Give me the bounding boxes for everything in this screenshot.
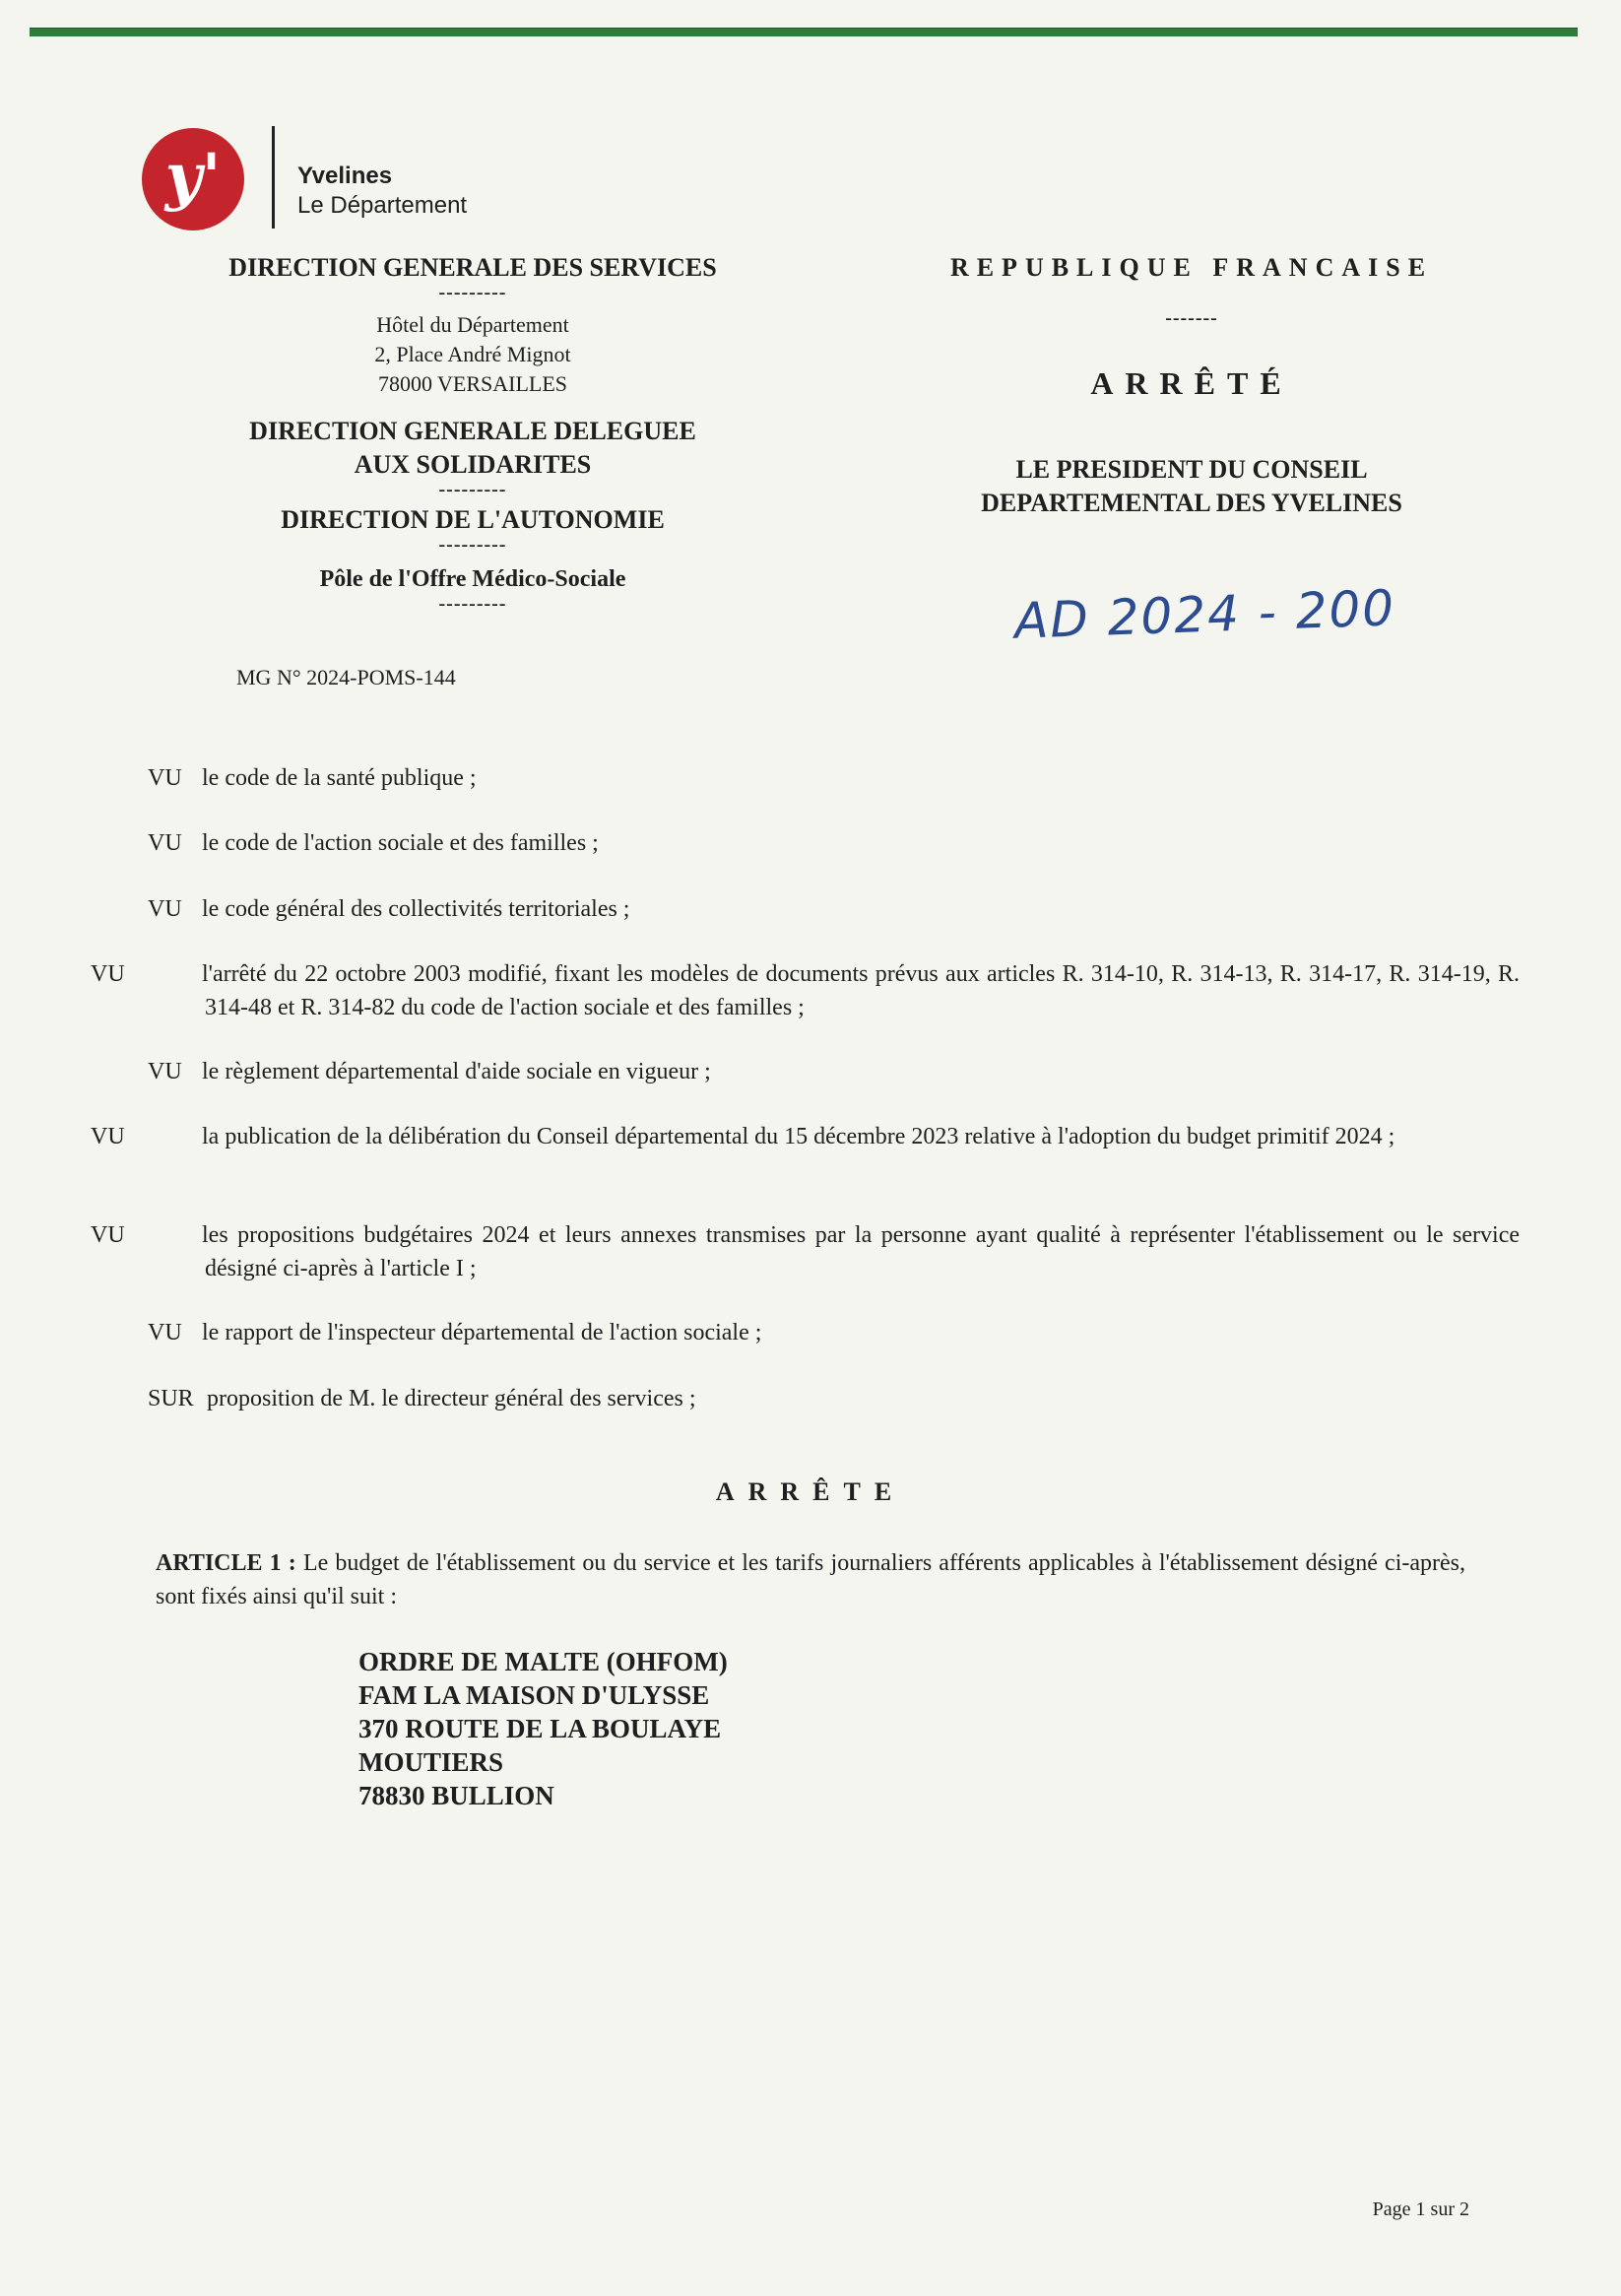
separator: ---------: [438, 282, 507, 303]
establishment-address: [358, 1645, 728, 1812]
consideration-keyword: VU: [148, 896, 182, 922]
consideration-9: [148, 1382, 1462, 1415]
consideration-8: [148, 1316, 1462, 1349]
consideration-keyword: VU: [91, 1222, 125, 1248]
dgd-title-2: AUX SOLIDARITES: [354, 450, 592, 479]
consideration-keyword: VU: [148, 765, 182, 791]
arrete-title: ARRÊTÉ: [1090, 365, 1293, 401]
consideration-text: la publication de la délibération du Conseil départemental du 15 décembre 2023 relative à l'adoption du budget primitif 2024 ;: [202, 1124, 1395, 1149]
consideration-4: [91, 957, 1520, 1024]
separator: -------: [1165, 307, 1218, 329]
establishment-line-5: 78830 BULLION: [358, 1781, 554, 1810]
arrete-heading: ARRÊTE: [715, 1477, 906, 1506]
logo-glyph: y': [164, 139, 222, 214]
consideration-text: l'arrêté du 22 octobre 2003 modifié, fixant les modèles de documents prévus aux articles R. 314-10, R. 314-13, R. 314-17, R. 314-19, R. 314-48 et R. 314-82 du code de l'action sociale et des familles ;: [202, 961, 1520, 1020]
president-line-1: LE PRESIDENT DU CONSEIL: [1015, 455, 1368, 484]
consideration-2: [148, 826, 1462, 860]
address-line-1: Hôtel du Département: [376, 312, 569, 337]
establishment-line-1: ORDRE DE MALTE (OHFOM): [358, 1647, 728, 1676]
consideration-text: le rapport de l'inspecteur départemental de l'action sociale ;: [202, 1320, 762, 1345]
consideration-text: le code de l'action sociale et des familles ;: [202, 830, 599, 856]
consideration-5: [148, 1055, 1462, 1088]
separator: ---------: [438, 479, 507, 500]
yvelines-logo: [138, 126, 492, 234]
consideration-keyword: VU: [91, 1124, 125, 1149]
establishment-line-2: FAM LA MAISON D'ULYSSE: [358, 1680, 710, 1710]
article-text: Le budget de l'établissement ou du service et les tarifs journaliers afférents applicables à l'établissement désigné ci-après, sont fixés ainsi qu'il suit :: [156, 1550, 1466, 1609]
article-1: [156, 1546, 1465, 1613]
consideration-1: [148, 761, 1462, 795]
consideration-keyword: VU: [148, 830, 182, 856]
establishment-line-3: 370 ROUTE DE LA BOULAYE: [358, 1714, 722, 1743]
pole-title: Pôle de l'Offre Médico-Sociale: [319, 566, 626, 592]
consideration-7: [91, 1218, 1520, 1285]
consideration-keyword: VU: [91, 961, 125, 987]
reference-number: MG N° 2024-POMS-144: [236, 665, 456, 689]
top-green-rule: [30, 28, 1578, 36]
consideration-text: les propositions budgétaires 2024 et leurs annexes transmises par la personne ayant qualité à représenter l'établissement ou le service désigné ci-après à l'article I ;: [202, 1222, 1520, 1281]
consideration-text: le code de la santé publique ;: [202, 765, 477, 791]
separator: ---------: [438, 593, 507, 615]
consideration-text: le règlement départemental d'aide sociale en vigueur ;: [202, 1059, 711, 1084]
establishment-line-4: MOUTIERS: [358, 1747, 504, 1777]
consideration-keyword: VU: [148, 1059, 182, 1084]
consideration-keyword: VU: [148, 1320, 182, 1345]
separator: ---------: [438, 534, 507, 556]
logo-line1: Yvelines: [297, 163, 393, 189]
left-header: [148, 251, 798, 615]
address-line-3: 78000 VERSAILLES: [377, 371, 568, 396]
handwritten-arrete-number: AD 2024 - 200: [1013, 579, 1397, 650]
dgd-title-1: DIRECTION GENERALE DELEGUEE: [249, 417, 696, 445]
consideration-keyword: SUR: [148, 1386, 194, 1411]
logo-text: [297, 162, 467, 221]
logo-separator: [272, 126, 275, 229]
logo-circle: [142, 128, 244, 230]
logo-line2: Le Département: [297, 192, 468, 219]
consideration-text: proposition de M. le directeur général des services ;: [207, 1386, 696, 1411]
dgs-title: DIRECTION GENERALE DES SERVICES: [228, 253, 717, 282]
page-number: Page 1 sur 2: [1372, 2198, 1469, 2220]
consideration-text: le code général des collectivités territoriales ;: [202, 896, 630, 922]
article-label: ARTICLE 1 :: [156, 1550, 296, 1576]
president-line-2: DEPARTEMENTAL DES YVELINES: [981, 489, 1402, 517]
republique-title: REPUBLIQUE FRANCAISE: [949, 253, 1434, 282]
consideration-6: [91, 1120, 1520, 1153]
address-line-2: 2, Place André Mignot: [374, 342, 571, 366]
consideration-3: [148, 892, 1462, 926]
direction-title: DIRECTION DE L'AUTONOMIE: [281, 505, 665, 534]
right-header: [867, 251, 1517, 520]
